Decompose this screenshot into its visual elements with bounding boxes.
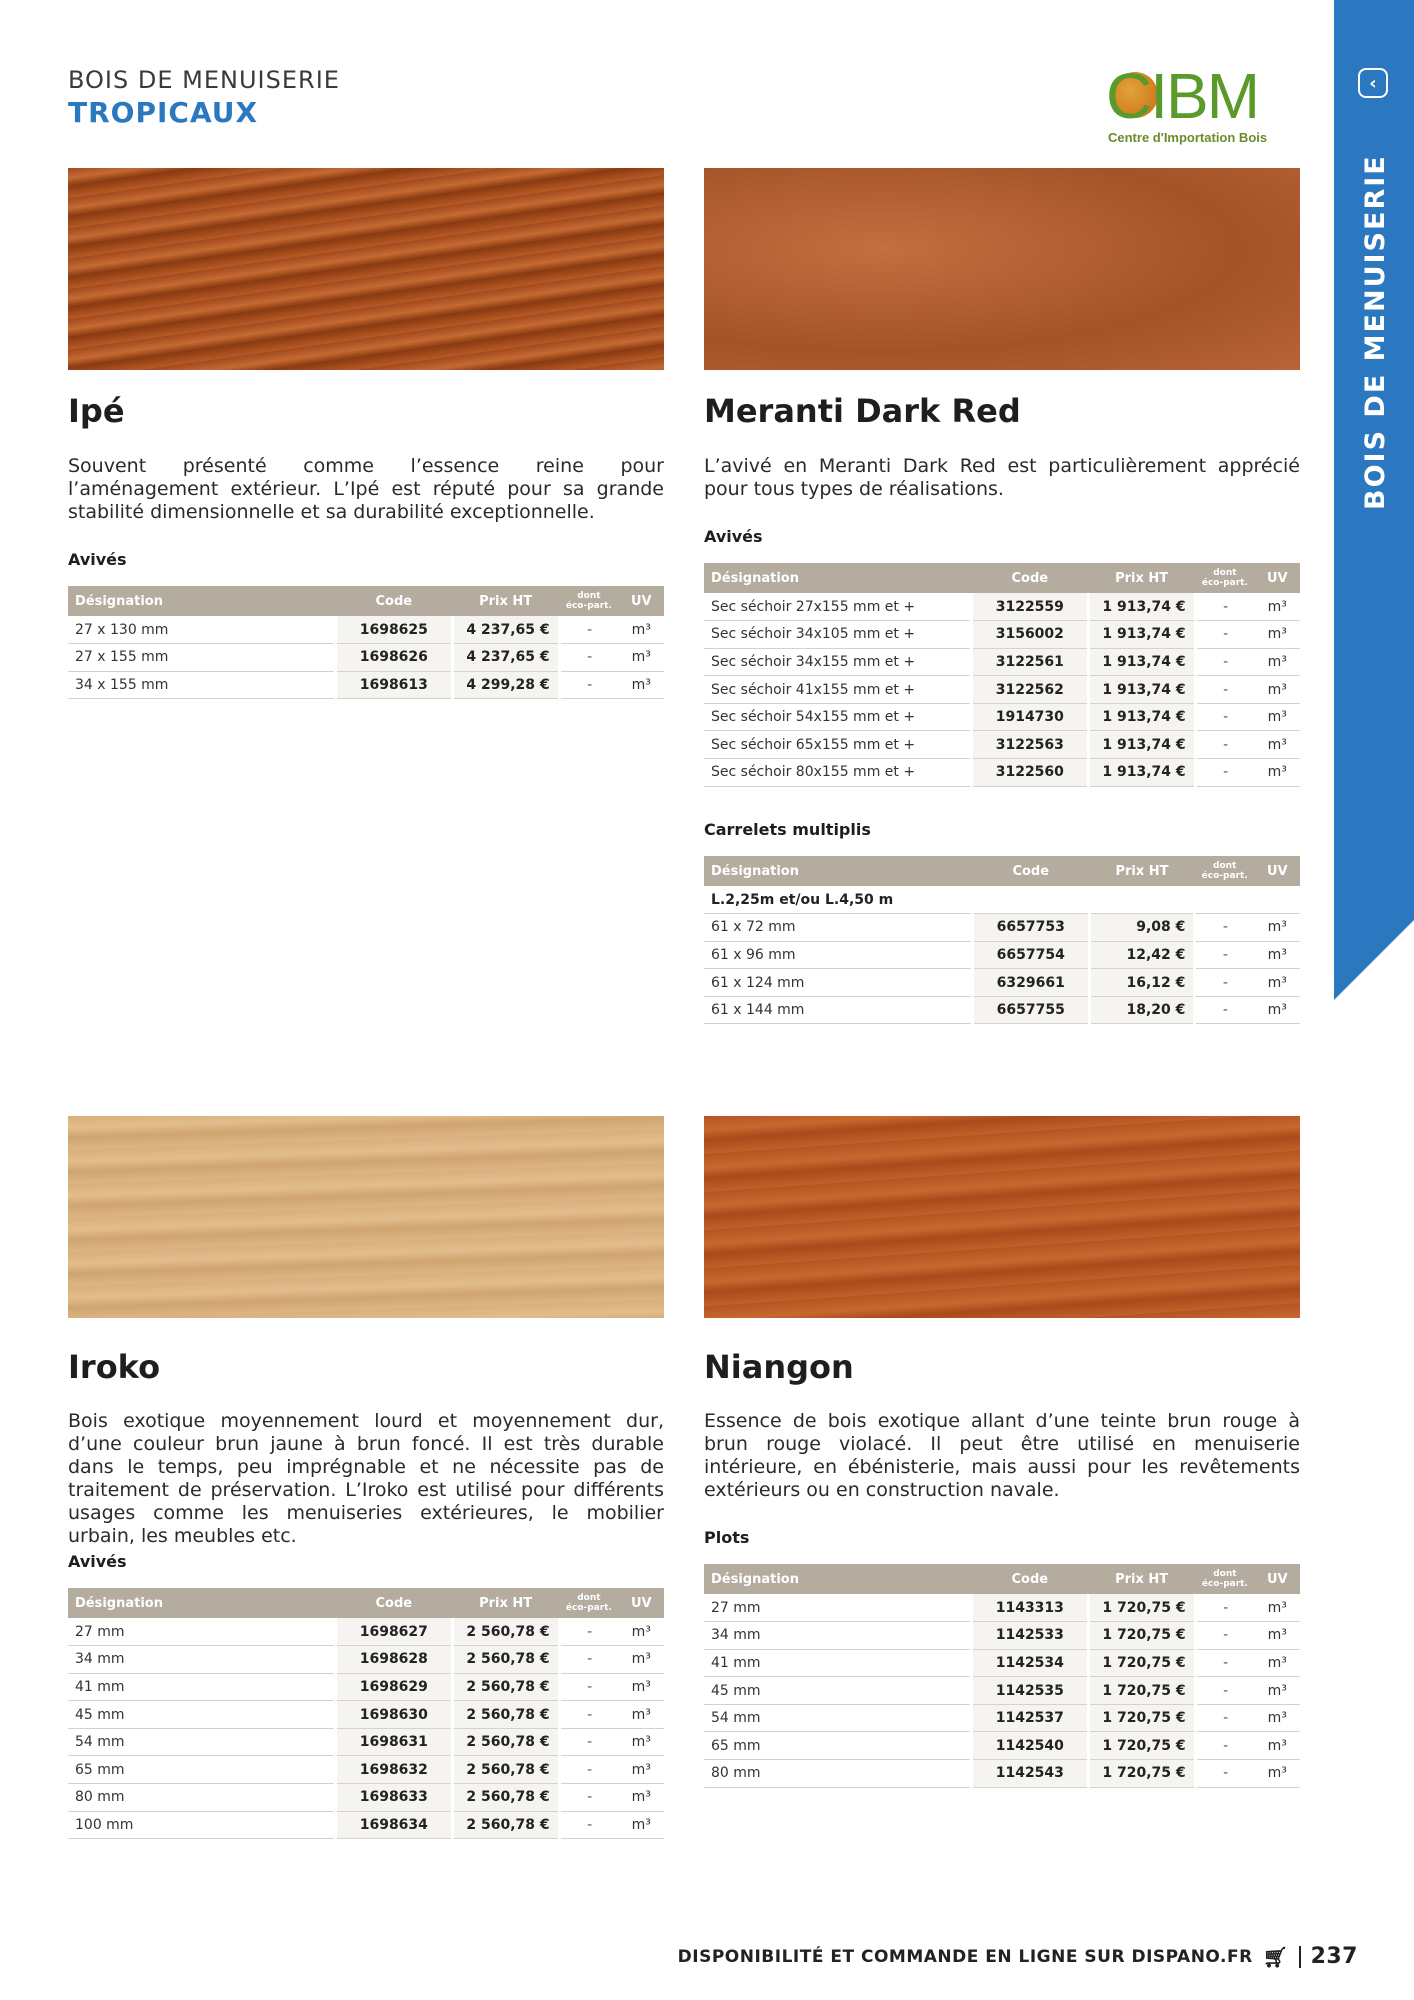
cell-price: 4 299,28 € <box>452 671 559 699</box>
footer <box>678 1944 1358 1969</box>
cell-uv: m³ <box>1255 1732 1300 1760</box>
cell-designation: 34 mm <box>704 1622 972 1650</box>
header-price: Prix HT <box>1088 563 1195 593</box>
cell-code: 3122559 <box>972 593 1088 621</box>
niangon-description: Essence de bois exotique allant d’une teinte brun rouge à brun rouge violacé. Il peut être utilisé en menuiserie intérieure, en ébénisterie, mais aussi pour les revêtements extérieurs ou en construction navale. <box>704 1410 1300 1501</box>
iroko-description: Bois exotique moyennement lourd et moyennement dur, d’une couleur brun jaune à brun foncé. Il est très durable dans le temps, peu imprégnable et ne nécessite pas de traitement de préservation. L’Iroko est utilisé pour différents usages comme les menuiseries extérieures, le mobilier urbain, les meubles etc. <box>68 1410 664 1547</box>
cell-eco-part: - <box>1195 759 1254 787</box>
cell-designation: Sec séchoir 34x155 mm et + <box>704 648 972 676</box>
table-row <box>704 1704 1300 1732</box>
cell-uv: m³ <box>1255 1594 1300 1622</box>
cell-uv: m³ <box>1255 1677 1300 1705</box>
chevron-left-icon[interactable]: ‹ <box>1358 68 1388 98</box>
cell-code: 1698630 <box>336 1701 452 1729</box>
cell-eco-part: - <box>559 644 618 672</box>
meranti-description: L’avivé en Meranti Dark Red est particulièrement apprécié pour tous types de réalisations. <box>704 455 1300 500</box>
cell-uv: m³ <box>619 1756 664 1784</box>
table-row <box>68 1811 664 1839</box>
header-code: Code <box>972 856 1089 886</box>
cell-eco-part: - <box>1195 731 1254 759</box>
cell-code: 1142534 <box>972 1649 1088 1677</box>
header-eco-line2: éco-part. <box>1201 871 1248 881</box>
cell-uv: m³ <box>1255 648 1300 676</box>
header-eco-line1: dont <box>1213 1569 1237 1579</box>
cell-uv: m³ <box>1255 914 1301 942</box>
cell-code: 3122562 <box>972 676 1088 704</box>
cell-eco-part: - <box>559 1701 618 1729</box>
cell-eco-part: - <box>1195 1622 1254 1650</box>
cell-code: 3156002 <box>972 621 1088 649</box>
logo-tagline: Centre d'Importation Bois <box>1108 130 1268 145</box>
table-row <box>704 593 1300 621</box>
footer-divider <box>1299 1946 1301 1968</box>
header-uv: UV <box>1255 563 1300 593</box>
cell-code: 1698628 <box>336 1646 452 1674</box>
page-number: 237 <box>1310 1944 1358 1969</box>
header-price: Prix HT <box>1089 856 1195 886</box>
cell-designation: 34 x 155 mm <box>68 671 336 699</box>
cell-designation: 80 mm <box>704 1760 972 1788</box>
header-code: Code <box>972 563 1088 593</box>
cell-uv: m³ <box>1255 969 1301 997</box>
table-row <box>704 621 1300 649</box>
header-eco-line2: éco-part. <box>1201 1579 1248 1589</box>
cell-price: 4 237,65 € <box>452 644 559 672</box>
cell-eco-part: - <box>1195 1732 1254 1760</box>
cell-price: 2 560,78 € <box>452 1811 559 1839</box>
table-row <box>704 1622 1300 1650</box>
table-header-row <box>704 563 1300 593</box>
cell-price: 2 560,78 € <box>452 1756 559 1784</box>
cell-price: 2 560,78 € <box>452 1618 559 1646</box>
header-designation: Désignation <box>704 856 972 886</box>
cell-uv: m³ <box>619 1701 664 1729</box>
table-row <box>68 1701 664 1729</box>
cell-price: 1 913,74 € <box>1088 703 1195 731</box>
cell-eco-part: - <box>559 1618 618 1646</box>
table-header-row <box>704 1564 1300 1594</box>
meranti-wood-image <box>704 168 1300 370</box>
cell-designation: 41 mm <box>68 1673 336 1701</box>
cell-eco-part: - <box>1195 621 1254 649</box>
cell-uv: m³ <box>619 1646 664 1674</box>
ipe-description: Souvent présenté comme l’essence reine pour l’aménagement extérieur. L’Ipé est réputé pour sa grande stabilité dimensionnelle et sa durabilité exceptionnelle. <box>68 455 664 523</box>
table-row <box>704 1649 1300 1677</box>
table-row <box>704 941 1300 969</box>
header-designation: Désignation <box>68 1588 336 1618</box>
cell-designation: 54 mm <box>704 1704 972 1732</box>
subcategory-heading: TROPICAUX <box>68 96 259 129</box>
cell-eco-part: - <box>1195 593 1254 621</box>
cell-designation: Sec séchoir 80x155 mm et + <box>704 759 972 787</box>
cell-designation: 45 mm <box>704 1677 972 1705</box>
cell-eco-part: - <box>1195 941 1255 969</box>
table-row <box>704 969 1300 997</box>
cell-code: 1142540 <box>972 1732 1088 1760</box>
table-header-row <box>68 586 664 616</box>
cell-price: 2 560,78 € <box>452 1646 559 1674</box>
cell-designation: 27 mm <box>68 1618 336 1646</box>
cell-code: 3122563 <box>972 731 1088 759</box>
cell-code: 1698632 <box>336 1756 452 1784</box>
logo-wordmark: CIBM <box>1106 60 1258 132</box>
cell-price: 1 913,74 € <box>1088 621 1195 649</box>
table-row <box>704 703 1300 731</box>
header-uv: UV <box>619 586 664 616</box>
ipe-section-label: Avivés <box>68 550 127 569</box>
cell-code: 1698631 <box>336 1728 452 1756</box>
cell-price: 16,12 € <box>1089 969 1195 997</box>
niangon-section-label: Plots <box>704 1528 750 1547</box>
cell-eco-part: - <box>559 1811 618 1839</box>
cell-price: 1 720,75 € <box>1088 1732 1195 1760</box>
cell-uv: m³ <box>619 616 664 644</box>
cell-designation: 27 x 130 mm <box>68 616 336 644</box>
cell-code: 6657753 <box>972 914 1089 942</box>
cell-price: 1 720,75 € <box>1088 1649 1195 1677</box>
cell-price: 1 720,75 € <box>1088 1622 1195 1650</box>
table-row <box>704 1760 1300 1788</box>
cell-designation: 54 mm <box>68 1728 336 1756</box>
table-row <box>704 914 1300 942</box>
header-uv: UV <box>1255 1564 1300 1594</box>
header-code: Code <box>972 1564 1088 1594</box>
cell-designation: Sec séchoir 27x155 mm et + <box>704 593 972 621</box>
table-row <box>704 759 1300 787</box>
cell-eco-part: - <box>1195 996 1255 1024</box>
header-price: Prix HT <box>452 586 559 616</box>
iroko-wood-image <box>68 1116 664 1318</box>
header-designation: Désignation <box>704 1564 972 1594</box>
cell-designation: Sec séchoir 54x155 mm et + <box>704 703 972 731</box>
cell-eco-part: - <box>1195 1704 1254 1732</box>
meranti-title: Meranti Dark Red <box>704 392 1021 430</box>
cell-uv: m³ <box>1255 941 1301 969</box>
cell-code: 6657755 <box>972 996 1089 1024</box>
cell-designation: 41 mm <box>704 1649 972 1677</box>
cell-uv: m³ <box>1255 1704 1300 1732</box>
cell-eco-part: - <box>1195 1594 1254 1622</box>
table-group-row <box>704 886 1300 914</box>
cell-code: 1914730 <box>972 703 1088 731</box>
cell-code: 1698633 <box>336 1784 452 1812</box>
cell-eco-part: - <box>559 1646 618 1674</box>
cell-code: 1142533 <box>972 1622 1088 1650</box>
header-eco-line1: dont <box>577 591 601 601</box>
header-eco-part <box>559 586 618 616</box>
cell-code: 1142543 <box>972 1760 1088 1788</box>
cell-price: 1 913,74 € <box>1088 731 1195 759</box>
cell-designation: 27 mm <box>704 1594 972 1622</box>
cell-uv: m³ <box>1255 703 1300 731</box>
table-row <box>704 648 1300 676</box>
table-row <box>68 1646 664 1674</box>
header-designation: Désignation <box>704 563 972 593</box>
header-eco-line1: dont <box>577 1593 601 1603</box>
header-code: Code <box>336 586 452 616</box>
cell-uv: m³ <box>619 1784 664 1812</box>
cell-designation: Sec séchoir 41x155 mm et + <box>704 676 972 704</box>
cell-uv: m³ <box>1255 731 1300 759</box>
header-eco-line2: éco-part. <box>565 1603 612 1613</box>
iroko-section-label: Avivés <box>68 1552 127 1571</box>
cell-eco-part: - <box>559 1784 618 1812</box>
iroko-title: Iroko <box>68 1348 161 1386</box>
cell-eco-part: - <box>1195 676 1254 704</box>
cell-uv: m³ <box>1255 676 1300 704</box>
cell-designation: 45 mm <box>68 1701 336 1729</box>
cell-price: 2 560,78 € <box>452 1728 559 1756</box>
cell-designation: 100 mm <box>68 1811 336 1839</box>
cell-price: 9,08 € <box>1089 914 1195 942</box>
header-eco-part <box>1195 1564 1254 1594</box>
cell-uv: m³ <box>619 644 664 672</box>
cell-uv: m³ <box>1255 996 1301 1024</box>
cell-price: 18,20 € <box>1089 996 1195 1024</box>
meranti-price-table <box>704 563 1300 787</box>
cell-designation: 65 mm <box>68 1756 336 1784</box>
cell-designation: 65 mm <box>704 1732 972 1760</box>
cell-code: 1698613 <box>336 671 452 699</box>
header-eco-part <box>559 1588 618 1618</box>
header-uv: UV <box>619 1588 664 1618</box>
ipe-title: Ipé <box>68 392 125 430</box>
header-eco-line2: éco-part. <box>1201 578 1248 588</box>
niangon-title: Niangon <box>704 1348 854 1386</box>
cell-code: 6657754 <box>972 941 1089 969</box>
meranti-section-label: Avivés <box>704 527 763 546</box>
cell-designation: 61 x 96 mm <box>704 941 972 969</box>
cell-price: 12,42 € <box>1089 941 1195 969</box>
cell-designation: Sec séchoir 65x155 mm et + <box>704 731 972 759</box>
cell-eco-part: - <box>1195 969 1255 997</box>
header-price: Prix HT <box>1088 1564 1195 1594</box>
cell-price: 1 913,74 € <box>1088 593 1195 621</box>
header-uv: UV <box>1255 856 1301 886</box>
cibm-logo <box>1106 60 1286 154</box>
cell-code: 3122560 <box>972 759 1088 787</box>
cell-price: 1 913,74 € <box>1088 759 1195 787</box>
cell-uv: m³ <box>1255 1760 1300 1788</box>
group-label: L.2,25m et/ou L.4,50 m <box>704 886 1300 914</box>
cell-eco-part: - <box>1195 914 1255 942</box>
table-row <box>704 676 1300 704</box>
table-row <box>68 1784 664 1812</box>
table-row <box>68 1756 664 1784</box>
cell-uv: m³ <box>619 1673 664 1701</box>
table-row <box>68 1618 664 1646</box>
cell-uv: m³ <box>1255 759 1300 787</box>
cell-uv: m³ <box>1255 621 1300 649</box>
header-price: Prix HT <box>452 1588 559 1618</box>
cell-price: 1 913,74 € <box>1088 676 1195 704</box>
cell-code: 1142535 <box>972 1677 1088 1705</box>
cell-uv: m³ <box>1255 593 1300 621</box>
cell-designation: 61 x 72 mm <box>704 914 972 942</box>
header-designation: Désignation <box>68 586 336 616</box>
ipe-wood-image <box>68 168 664 370</box>
cell-designation: 27 x 155 mm <box>68 644 336 672</box>
table-row <box>68 1728 664 1756</box>
table-row <box>704 731 1300 759</box>
cell-eco-part: - <box>1195 648 1254 676</box>
cell-eco-part: - <box>559 1728 618 1756</box>
cell-designation: Sec séchoir 34x105 mm et + <box>704 621 972 649</box>
cell-uv: m³ <box>619 1728 664 1756</box>
cell-price: 1 720,75 € <box>1088 1760 1195 1788</box>
footer-link-text[interactable]: DISPONIBILITÉ ET COMMANDE EN LIGNE SUR DISPANO.FR <box>677 1946 1253 1967</box>
cell-code: 3122561 <box>972 648 1088 676</box>
ipe-price-table <box>68 586 664 699</box>
cell-eco-part: - <box>1195 1677 1254 1705</box>
header-eco-line2: éco-part. <box>565 601 612 611</box>
carrelets-price-table <box>704 856 1300 1024</box>
cell-code: 1698626 <box>336 644 452 672</box>
cell-designation: 61 x 124 mm <box>704 969 972 997</box>
cell-price: 2 560,78 € <box>452 1701 559 1729</box>
niangon-price-table <box>704 1564 1300 1788</box>
cell-code: 1143313 <box>972 1594 1088 1622</box>
cell-price: 1 720,75 € <box>1088 1704 1195 1732</box>
header-eco-part <box>1195 563 1254 593</box>
cell-code: 1698625 <box>336 616 452 644</box>
cell-eco-part: - <box>1195 703 1254 731</box>
cell-code: 1142537 <box>972 1704 1088 1732</box>
table-header-row <box>704 856 1300 886</box>
cell-price: 2 560,78 € <box>452 1673 559 1701</box>
cell-eco-part: - <box>559 671 618 699</box>
table-row <box>704 996 1300 1024</box>
cell-designation: 34 mm <box>68 1646 336 1674</box>
cell-price: 2 560,78 € <box>452 1784 559 1812</box>
cell-eco-part: - <box>559 616 618 644</box>
cell-price: 1 720,75 € <box>1088 1677 1195 1705</box>
cell-uv: m³ <box>619 671 664 699</box>
table-row <box>68 1673 664 1701</box>
niangon-wood-image <box>704 1116 1300 1318</box>
iroko-price-table <box>68 1588 664 1839</box>
cell-uv: m³ <box>619 1811 664 1839</box>
cell-price: 1 913,74 € <box>1088 648 1195 676</box>
table-row <box>704 1677 1300 1705</box>
cell-price: 4 237,65 € <box>452 616 559 644</box>
cell-code: 1698629 <box>336 1673 452 1701</box>
cell-eco-part: - <box>1195 1760 1254 1788</box>
cell-price: 1 720,75 € <box>1088 1594 1195 1622</box>
category-heading: BOIS DE MENUISERIE <box>68 66 340 94</box>
table-header-row <box>68 1588 664 1618</box>
cell-code: 6329661 <box>972 969 1089 997</box>
table-row <box>68 616 664 644</box>
meranti-section2-label: Carrelets multiplis <box>704 820 871 839</box>
cell-uv: m³ <box>1255 1649 1300 1677</box>
header-code: Code <box>336 1588 452 1618</box>
cell-code: 1698634 <box>336 1811 452 1839</box>
cell-code: 1698627 <box>336 1618 452 1646</box>
sidebar-label: BOIS DE MENUISERIE <box>1360 154 1391 510</box>
cell-eco-part: - <box>1195 1649 1254 1677</box>
cart-icon[interactable]: 🛒︎ <box>1262 1944 1289 1969</box>
cell-eco-part: - <box>559 1756 618 1784</box>
cell-eco-part: - <box>559 1673 618 1701</box>
header-eco-line1: dont <box>1213 568 1237 578</box>
cell-uv: m³ <box>1255 1622 1300 1650</box>
header-eco-line1: dont <box>1213 861 1237 871</box>
table-row <box>704 1594 1300 1622</box>
header-eco-part <box>1195 856 1255 886</box>
cell-uv: m³ <box>619 1618 664 1646</box>
cell-designation: 61 x 144 mm <box>704 996 972 1024</box>
table-row <box>68 671 664 699</box>
cell-designation: 80 mm <box>68 1784 336 1812</box>
table-row <box>704 1732 1300 1760</box>
table-row <box>68 644 664 672</box>
